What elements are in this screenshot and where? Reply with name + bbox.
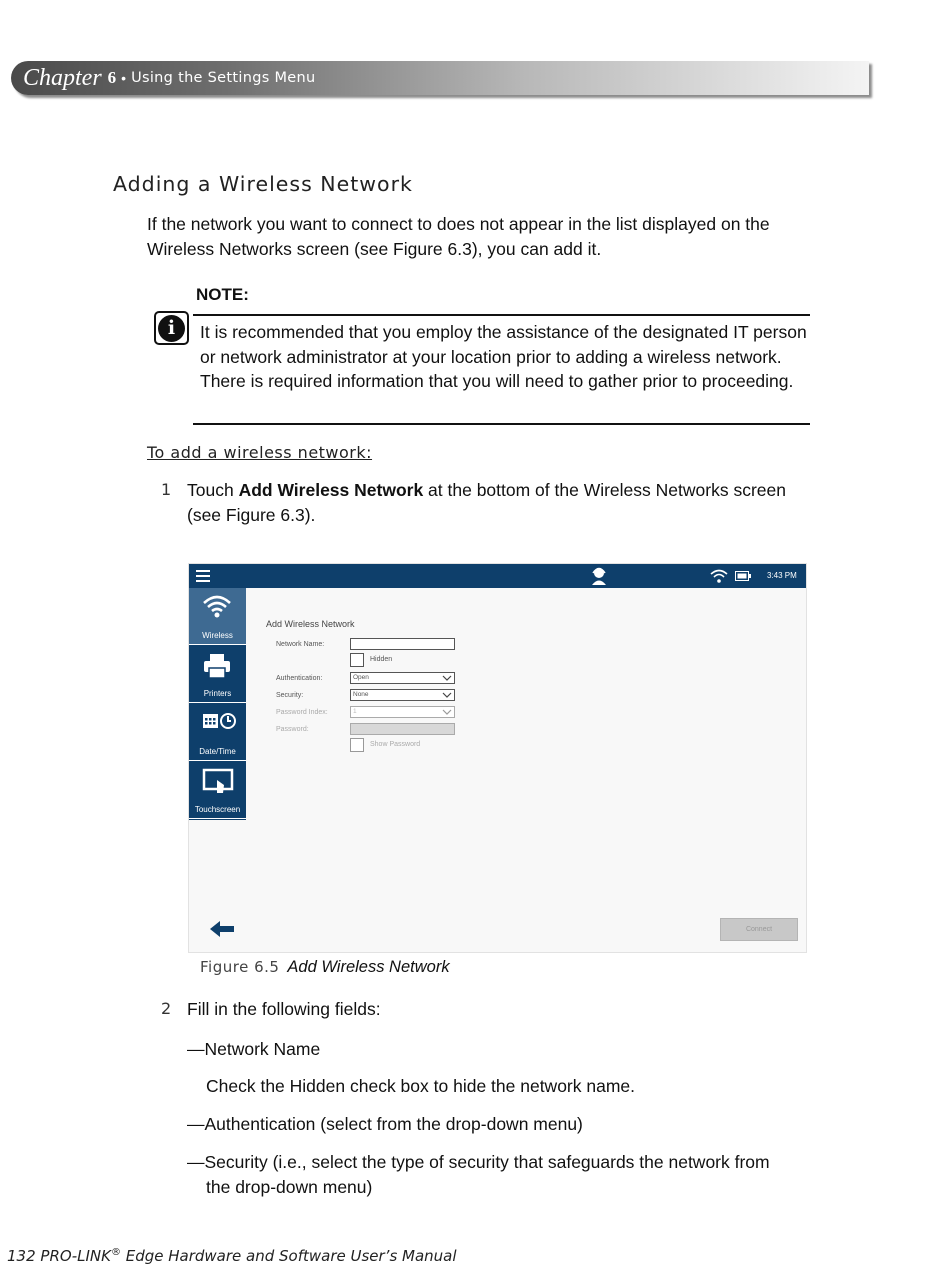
network-name-input[interactable] [350, 638, 455, 650]
note-bottom-rule [193, 423, 810, 425]
network-name-label: Network Name: [276, 641, 325, 648]
chevron-down-icon [442, 708, 452, 716]
note-top-rule [193, 314, 810, 316]
password-index-select[interactable] [350, 706, 455, 718]
security-select[interactable] [350, 689, 455, 701]
sidebar-label: Wireless [202, 631, 233, 640]
battery-icon [735, 571, 751, 581]
section-heading: Adding a Wireless Network [113, 172, 413, 196]
wifi-icon [710, 569, 728, 583]
chevron-down-icon [442, 674, 452, 682]
footer-title: Edge Hardware and Software User’s Manual [120, 1247, 457, 1265]
page-footer [7, 1247, 457, 1265]
chapter-word: Chapter [23, 64, 102, 91]
page-number: 132 [7, 1247, 36, 1265]
back-arrow-icon[interactable] [209, 920, 235, 938]
technician-icon[interactable] [590, 566, 608, 586]
password-index-value: 1 [353, 708, 357, 715]
step-1-bold: Add Wireless Network [238, 480, 424, 500]
password-index-label: Password Index: [276, 709, 328, 716]
step-number: 1 [161, 480, 172, 499]
field-network-name: —Network Name [187, 1039, 321, 1059]
info-icon: i [154, 311, 189, 345]
figure-title: Add Wireless Network [287, 958, 450, 976]
step-2-text: Fill in the following fields: [187, 999, 381, 1019]
field-security-line1: —Security (i.e., select the type of security that safeguards the network from [187, 1152, 770, 1172]
password-label: Password: [276, 726, 309, 733]
field-security-line2: the drop-down menu) [206, 1176, 373, 1197]
step-1-text: Touch Add Wireless Network at the bottom of the Wireless Networks screen (see Figure 6.3). [187, 480, 786, 525]
figure-caption [200, 958, 450, 977]
device-sidebar [189, 588, 246, 820]
authentication-value: Open [353, 674, 369, 681]
procedure-title: To add a wireless network: [147, 443, 373, 462]
authentication-label: Authentication: [276, 675, 323, 682]
figure-screenshot [188, 563, 807, 953]
sidebar-label: Printers [203, 689, 232, 698]
menu-icon[interactable] [196, 570, 210, 582]
step-number: 2 [161, 999, 172, 1018]
sidebar-item-touchscreen[interactable] [189, 762, 246, 819]
connect-button[interactable]: Connect [720, 918, 798, 941]
figure-number: Figure 6.5 [200, 958, 280, 976]
chapter-title: Using the Settings Menu [131, 70, 316, 86]
field-hidden-note: Check the Hidden check box to hide the network name. [206, 1076, 635, 1096]
field-authentication: —Authentication (select from the drop-down menu) [187, 1114, 583, 1134]
password-input[interactable] [350, 723, 455, 735]
chapter-banner [11, 61, 869, 95]
chevron-down-icon [442, 691, 452, 699]
hidden-label: Hidden [370, 656, 393, 663]
chapter-number: 6 [107, 68, 117, 87]
form-title: Add Wireless Network [266, 619, 355, 629]
printer-icon [202, 652, 232, 680]
sidebar-item-wireless[interactable] [189, 588, 246, 645]
show-password-checkbox[interactable] [350, 738, 364, 752]
field-security [187, 1150, 817, 1199]
sidebar-label: Touchscreen [194, 805, 241, 814]
security-label: Security: [276, 692, 304, 699]
registered-mark: ® [110, 1247, 121, 1258]
chapter-separator: • [121, 70, 127, 86]
wifi-icon [202, 594, 232, 618]
note-label: NOTE: [196, 285, 249, 304]
show-password-label: Show Password [370, 741, 421, 748]
calendar-clock-icon [202, 710, 236, 732]
footer-brand: PRO-LINK [40, 1247, 111, 1265]
sidebar-item-datetime[interactable] [189, 704, 246, 761]
device-top-bar [189, 564, 806, 588]
note-text: It is recommended that you employ the assistance of the designated IT person or network administrator at your location prior to adding a wireless network. There is required information that you will need to gather prior to proceeding. [200, 322, 807, 391]
authentication-select[interactable] [350, 672, 455, 684]
touchscreen-icon [202, 768, 234, 796]
sidebar-label: Date/Time [199, 747, 236, 756]
sidebar-item-printers[interactable] [189, 646, 246, 703]
security-value: None [353, 691, 369, 698]
hidden-checkbox[interactable] [350, 653, 364, 667]
clock-time: 3:43 PM [767, 571, 797, 580]
intro-paragraph: If the network you want to connect to does not appear in the list displayed on the Wireless Networks screen (see Figure 6.3), you can add it. [147, 214, 770, 259]
